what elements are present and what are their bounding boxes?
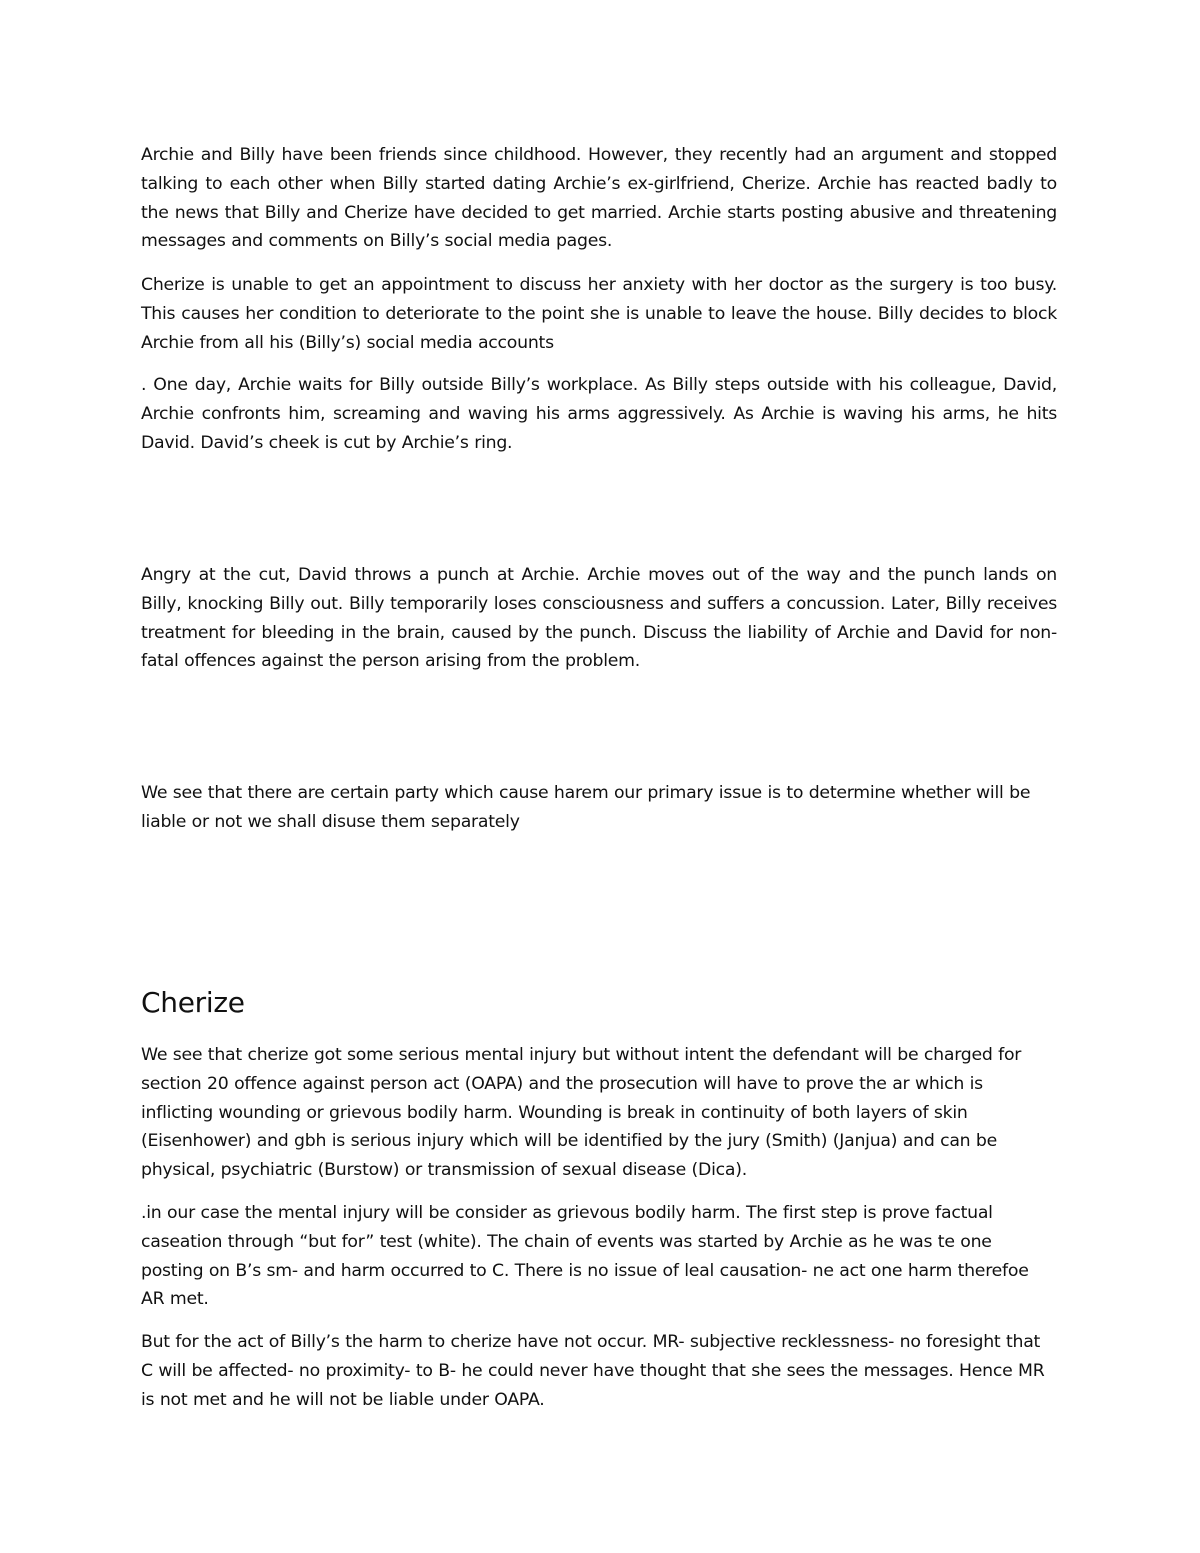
paragraph-issue-statement: We see that there are certain party which cause harem our primary issue is to determine whether will be liable or not we shall disuse them separately [141, 783, 1031, 832]
paragraph-cherize-anxiety: Cherize is unable to get an appointment to discuss her anxiety with her doctor as the surgery is too busy. This causes her condition to deteriorate to the point she is unable to leave the house. Billy decides to block Archie from all his (Billy’s) social media accounts [141, 275, 1057, 353]
paragraph-section20-offence: We see that cherize got some serious mental injury but without intent the defendant will be charged for section 20 offence against person act (OAPA) and the prosecution will have to prove the ar which is inflicting wounding or grievous bodily harm. Wounding is break in continuity of both layers of skin (Eisenhower) and gbh is serious injury which will be identified by the jury (Smith) (Janjua) and can be physical, psychiatric (Burstow) or transmission of sexual disease (Dica). [141, 1045, 1022, 1181]
paragraph-workplace-confrontation: . One day, Archie waits for Billy outside Billy’s workplace. As Billy steps outside with his colleague, David, Archie confronts him, screaming and waving his arms aggressively. As Archie is waving his arms, he hits David. David’s cheek is cut by Archie’s ring. [141, 375, 1057, 453]
paragraph-mens-rea: But for the act of Billy’s the harm to cherize have not occur. MR- subjective recklessness- no foresight that C will be affected- no proximity- to B- he could never have thought that she sees the messages. Hence MR is not met and he will not be liable under OAPA. [141, 1332, 1045, 1410]
paragraph-punch-question: Angry at the cut, David throws a punch at Archie. Archie moves out of the way and the punch lands on Billy, knocking Billy out. Billy temporarily loses consciousness and suffers a concussion. Later, Billy receives treatment for bleeding in the brain, caused by the punch. Discuss the liability of Archie and David for non-fatal offences against the person arising from the problem. [141, 565, 1057, 672]
paragraph-scenario-intro: Archie and Billy have been friends since childhood. However, they recently had an argument and stopped talking to each other when Billy started dating Archie’s ex-girlfriend, Cherize. Archie has reacted badly to the news that Billy and Cherize have decided to get married. Archie starts posting abusive and threatening messages and comments on Billy’s social media pages. [141, 145, 1057, 252]
section-heading-cherize: Cherize [141, 986, 245, 1019]
paragraph-causation: .in our case the mental injury will be consider as grievous bodily harm. The first step is prove factual caseation through “but for” test (white). The chain of events was started by Archie as he was te one posting on B’s sm- and harm occurred to C. There is no issue of leal causation- ne act one harm therefoe AR met. [141, 1203, 1029, 1310]
